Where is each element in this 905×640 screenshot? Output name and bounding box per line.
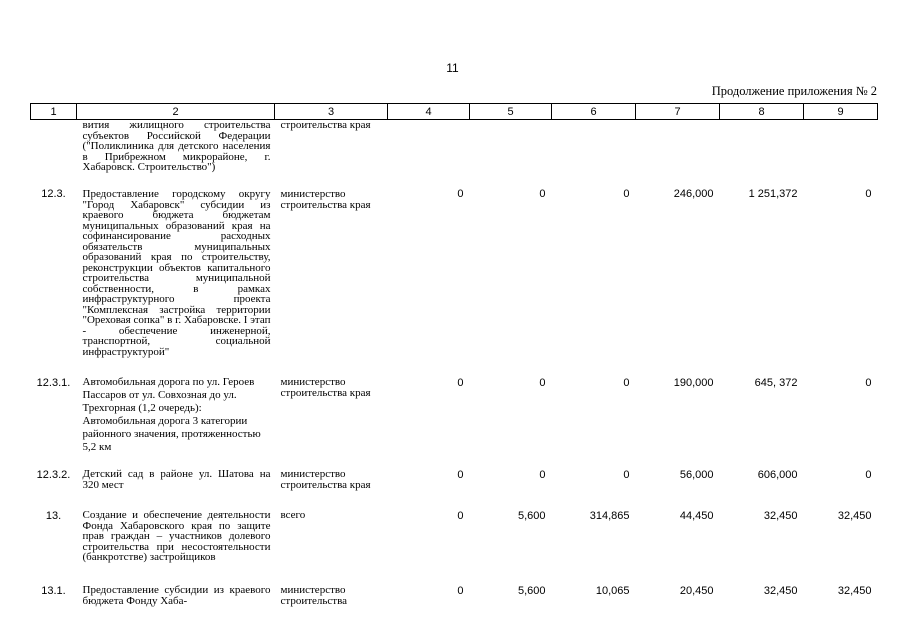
table-row	[31, 466, 878, 507]
value-cell: 0	[623, 377, 630, 389]
value-cell	[470, 120, 552, 186]
page-number: 11	[446, 61, 459, 75]
measure-name: Предоставление субсидии из краевого бюджета Фонду Хаба-	[82, 584, 271, 607]
value-cell	[636, 120, 720, 186]
row-number: 13.1.	[41, 585, 66, 597]
value-cell: 10,065	[595, 585, 630, 597]
value-cell: 0	[865, 469, 872, 481]
value-cell: 0	[457, 469, 464, 481]
column-header: 7	[636, 104, 720, 120]
table-row	[31, 582, 878, 611]
column-header: 2	[77, 104, 275, 120]
value-cell	[804, 120, 878, 186]
row-number: 12.3.	[41, 188, 66, 200]
value-cell: 0	[623, 188, 630, 200]
executor: министерство строительства	[280, 584, 348, 607]
column-header: 4	[388, 104, 470, 120]
continuation-caption: Продолжение приложения № 2	[711, 84, 877, 98]
table-row	[31, 374, 878, 466]
appendix-table	[30, 103, 878, 611]
executor: министерство строительства края	[280, 376, 371, 399]
value-cell: 0	[865, 188, 872, 200]
value-cell: 0	[457, 510, 464, 522]
row-number: 13.	[45, 510, 62, 522]
value-cell: 0	[457, 188, 464, 200]
value-cell: 32,450	[837, 585, 872, 597]
value-cell: 32,450	[837, 510, 872, 522]
header-row	[31, 104, 878, 120]
column-header: 1	[31, 104, 77, 120]
executor: строительства края	[280, 119, 371, 131]
value-cell: 32,450	[763, 510, 798, 522]
column-header: 3	[275, 104, 388, 120]
value-cell: 1 251,372	[748, 188, 798, 200]
row-number: 12.3.1.	[36, 377, 71, 389]
value-cell: 0	[539, 188, 546, 200]
value-cell	[388, 120, 470, 186]
table-row	[31, 120, 878, 186]
column-header: 5	[470, 104, 552, 120]
value-cell: 5,600	[517, 585, 546, 597]
value-cell: 190,000	[673, 377, 714, 389]
value-cell: 645, 372	[754, 377, 798, 389]
value-cell	[720, 120, 804, 186]
row-number	[31, 120, 77, 186]
value-cell: 0	[457, 377, 464, 389]
measure-name: Детский сад в районе ул. Шатова на 320 мест	[82, 468, 271, 491]
value-cell: 5,600	[517, 510, 546, 522]
table-row	[31, 507, 878, 582]
column-header: 9	[804, 104, 878, 120]
row-number: 12.3.2.	[36, 469, 71, 481]
value-cell: 314,865	[589, 510, 630, 522]
value-cell: 0	[457, 585, 464, 597]
value-cell: 0	[539, 469, 546, 481]
measure-name: Автомобильная дорога по ул. Героев Пассаров от ул. Совхозная до ул. Трехгорная (1,2 очередь): Автомобильная дорога 3 категории районного значения, протяженностью 5,2 км	[82, 376, 261, 453]
column-header: 8	[720, 104, 804, 120]
value-cell: 0	[539, 377, 546, 389]
value-cell: 246,000	[673, 188, 714, 200]
value-cell: 606,000	[757, 469, 798, 481]
executor: всего	[280, 509, 306, 521]
measure-name: вития жилищного строительства субъектов Российской Федерации ("Поликлиника для детского населения в Прибрежном микрорайоне, г. Хабаровск. Строительство")	[82, 119, 271, 173]
value-cell: 0	[865, 377, 872, 389]
value-cell: 56,000	[679, 469, 714, 481]
executor: министерство строительства края	[280, 188, 371, 211]
value-cell: 32,450	[763, 585, 798, 597]
measure-name: Создание и обеспечение деятельности Фонда Хабаровского края по защите прав граждан – участников долевого строительства при несостоятельности (банкротстве) застройщиков	[82, 509, 271, 563]
column-header: 6	[552, 104, 636, 120]
table-row	[31, 185, 878, 374]
executor: министерство строительства края	[280, 468, 371, 491]
measure-name: Предоставление городскому округу "Город Хабаровск" субсидии из краевого бюджета бюджетам муниципальных образований края на софинансирование расходных обязательств муниципальных образований края по строительству, реконструкции объектов капитального строительства муниципальной собственности, в рамках инфраструктурного проекта "Комплексная застройка территории "Ореховая сопка" в г. Хабаровске. I этап - обеспечение инженерной, транспортной, социальной инфраструктурой"	[82, 188, 271, 358]
value-cell: 20,450	[679, 585, 714, 597]
value-cell: 0	[623, 469, 630, 481]
value-cell: 44,450	[679, 510, 714, 522]
value-cell	[552, 120, 636, 186]
